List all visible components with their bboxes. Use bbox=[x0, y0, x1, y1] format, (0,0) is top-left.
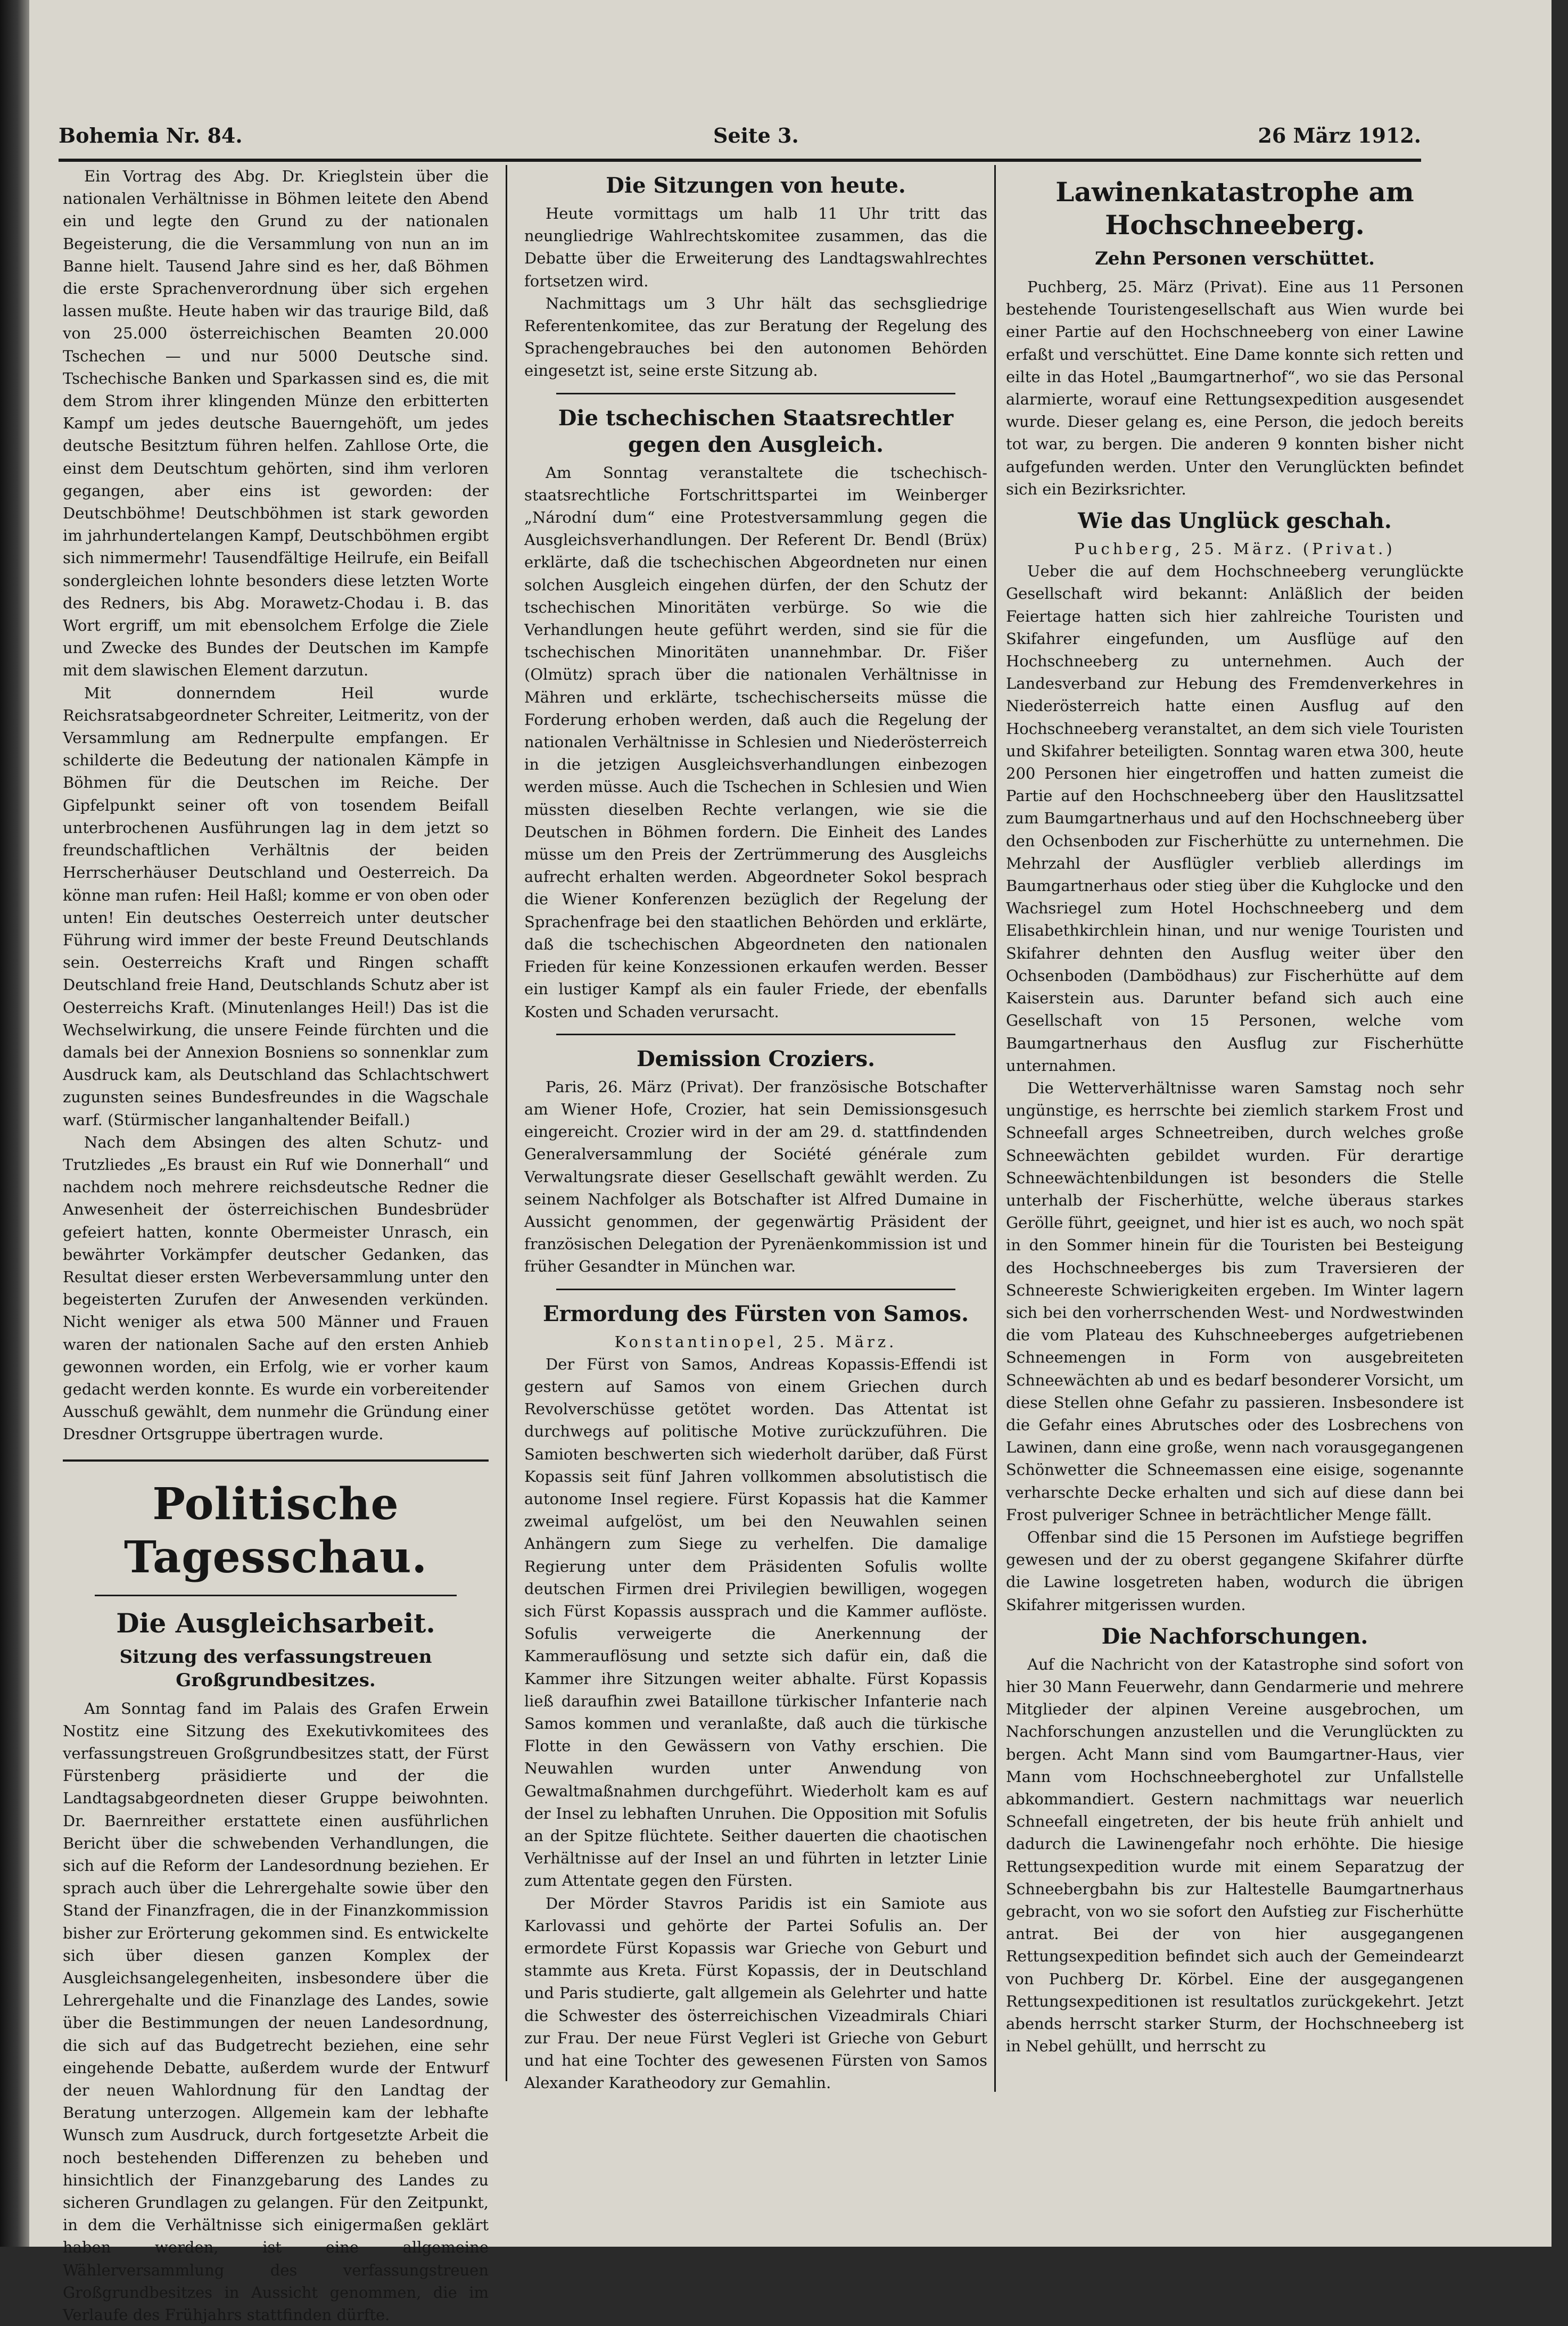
article-subtitle: Zehn Personen verschüttet. bbox=[1095, 248, 1375, 269]
page-binding-edge bbox=[0, 0, 29, 2247]
article-title: Ermordung des Fürsten von Samos. bbox=[542, 1301, 969, 1326]
article-title: Die Nachforschungen. bbox=[1101, 1623, 1368, 1649]
column-3 bbox=[1006, 165, 1464, 2108]
article-paragraph: Der Fürst von Samos, Andreas Kopassis-Effendi ist gestern auf Samos von einem Griechen durch Revolverschüsse getötet worden. Das Attentat ist durchwegs auf politische Motive zurückzuführen. Die Samioten beschwerten sich wiederholt darüber, daß Fürst Kopassis seit fünf Jahren vollkommen absolutistisch die autonome Insel regiere. Fürst Kopassis hat die Kammer zweimal aufgelöst, um bei den Neuwahlen seinen Anhängern zum Siege zu verhelfen. Die damalige Regierung unter dem Präsidenten Sofulis wollte deutschen Firmen drei Privilegien bewilligen, wogegen sich Fürst Kopassis aussprach und die Kammer auflöste. Sofulis verweigerte die Anerkennung der Kammerauflösung und setzte sich dafür ein, daß die Kammer ihre Sitzungen weiter abhalte. Fürst Kopassis ließ daraufhin zwei Bataillone türkischer Infanterie nach Samos kommen und veranlaßte, daß auch die türkische Flotte in den Gewässern von Vathy erschien. Die Neuwahlen wurden unter Anwendung von Gewaltmaßnahmen durchgeführt. Wiederholt kam es auf der Insel zu lebhaften Unruhen. Die Opposition mit Sofulis an der Spitze flüchtete. Seither dauerten die chaotischen Verhältnisse auf der Insel an und führten in letzter Linie zum Attentate gegen den Fürsten. bbox=[524, 1355, 987, 1890]
section-rule bbox=[63, 1459, 489, 1462]
article-paragraph: Heute vormittags um halb 11 Uhr tritt das neungliedrige Wahlrechtskomitee zusammen, das die Debatte über die Erweiterung des Landtagswahlrechtes fortsetzen wird. bbox=[524, 204, 987, 290]
article-title: Lawinenkatastrophe am Hochschneeberg. bbox=[1055, 176, 1414, 241]
section-title: Politische Tagesschau. bbox=[124, 1478, 427, 1583]
article-paragraph: Die Wetterverhältnisse waren Samstag noch sehr ungünstige, es herrschte bei ziemlich starkem Frost und Schneefall arges Schneetreiben, durch welches große Schneewächten gebildet wurden. Für derartige Schneewächtenbildungen ist besonders die Stelle unterhalb der Fischerhütte, welche überaus starkes Gerölle führt, geeignet, und hier ist es auch, wo noch spät in den Sommer hinein für die Touristen bei Besteigung des Hochschneeberges bis zum Traversieren der Schneereste Schwierigkeiten ergeben. Im Winter lagern sich bei den vorherrschenden West- und Nordwestwinden die vom Plateau des Kuhschneeberges aufgetriebenen Schneemengen in Form von ausgebreiteten Schneewächten ab und es bedarf besonderer Vorsicht, um diese Stellen ohne Gefahr zu passieren. Insbesondere ist die Gefahr eines Abrutsches oder des Losbrechens von Lawinen, dann eine große, wenn nach vorausgegangenen Schönwetter die Schneemassen eine eisige, sogenannte verharschte Decke erhalten und sich auf diese dann bei Frost pulveriger Schnee in beträchtlicher Menge fällt. bbox=[1006, 1078, 1464, 1524]
article-title: Die Ausgleichsarbeit. bbox=[116, 1607, 435, 1639]
article-paragraph: Am Sonntag fand im Palais des Grafen Erwein Nostitz eine Sitzung des Exekutivkomitees des verfassungstreuen Großgrundbesitzes statt, der Fürst Fürstenberg präsidierte und der die Landtagsabgeordneten dieser Gruppe beiwohnten. Dr. Baernreither erstattete einen ausführlichen Bericht über die schwebenden Verhandlungen, die sich auf die Reform der Landesordnung beziehen. Er sprach auch über die Lehrergehalte sowie über den Stand der Finanzfragen, die in der Finanzkommission bisher zur Erörterung gekommen sind. Es entwickelte sich über diesen ganzen Komplex der Ausgleichsangelegenheiten, insbesondere über die Lehrergehalte und die Finanzlage des Landes, sowie über die Bestimmungen der neuen Landesordnung, die sich auf das Budgetrecht beziehen, eine sehr eingehende Debatte, außerdem wurde der Entwurf der neuen Wahlordnung für den Landtag der Beratung unterzogen. Allgemein kam der lebhafte Wunsch zum Ausdruck, durch fortgesetzte Arbeit die noch bestehenden Differenzen zu beheben und hinsichtlich der Finanzgebarung des Landes zu sicheren Grundlagen zu gelangen. Für den Zeitpunkt, in dem die Verhältnisse sich einigermaßen geklärt haben werden, ist eine allgemeine Wählerversammlung des verfassungstreuen Großgrundbesitzes in Aussicht genommen, die im Verlaufe des Frühjahrs stattfinden dürfte. bbox=[63, 1699, 489, 2324]
article-title: Demission Croziers. bbox=[636, 1046, 876, 1071]
article-subtitle: Sitzung des verfassungstreuen Großgrundbesitzes. bbox=[119, 1646, 432, 1691]
column-2 bbox=[524, 165, 987, 2108]
masthead-issue: Bohemia Nr. 84. bbox=[59, 123, 243, 147]
article-paragraph: Am Sonntag veranstaltete die tschechisch-staatsrechtliche Fortschrittspartei im Weinberger „Národní dum“ eine Protestversammlung gegen die Ausgleichsverhandlungen. Der Referent Dr. Bendl (Brüx) erklärte, daß die tschechischen Abgeordneten nur einen solchen Ausgleich eingehen dürfen, der den Schutz der tschechischen Minoritäten verbürge. So wie die Verhandlungen heute geführt werden, sind sie für die tschechischen Minoritäten unannehmbar. Dr. Fišer (Olmütz) sprach über die nationalen Verhältnisse in Mähren und erklärte, tschechischerseits müsse die Forderung erhoben werden, daß auch die Regelung der nationalen Verhältnisse in Schlesien und Niederösterreich in die jetzigen Ausgleichsverhandlungen einbezogen werden müsse. Auch die Tschechen in Schlesien und Wien müssten dieselben Rechte verlangen, wie sie die Deutschen in Böhmen fordern. Die Einheit des Landes müsse um den Preis der Zertrümmerung des Ausgleichs aufrecht erhalten werden. Abgeordneter Sokol besprach die Wiener Konferenzen bezüglich der Regelung der Sprachenfrage bei den staatlichen Behörden und erklärte, daß die tschechischen Abgeordneten den nationalen Frieden für keine Konzessionen erkaufen werden. Besser ein lustiger Kampf als ein fauler Friede, der ebenfalls Kosten und Schaden verursacht. bbox=[524, 463, 987, 1021]
column-1 bbox=[63, 165, 489, 2324]
article-paragraph: Nachmittags um 3 Uhr hält das sechsgliedrige Referentenkomitee, das zur Beratung der Regelung des Sprachengebrauches bei den autonomen Behörden eingesetzt ist, seine erste Sitzung ab. bbox=[524, 294, 987, 380]
article-title: Die Sitzungen von heute. bbox=[606, 173, 906, 198]
article-rule bbox=[556, 1034, 955, 1035]
article-paragraph: Auf die Nachricht von der Katastrophe sind sofort von hier 30 Mann Feuerwehr, dann Gendarmerie und mehrere Mitglieder der alpinen Vereine ausgebrochen, um Nachforschungen anzustellen und die Verunglückten zu bergen. Acht Mann sind vom Baumgartner-Haus, vier Mann vom Hochschneeberghotel zur Unfallstelle abkommandiert. Gestern nachmittags war neuerlich Schneefall eingetreten, der bis heute früh anhielt und dadurch die Lawinengefahr noch erhöhte. Die hiesige Rettungsexpedition wurde mit einem Separatzug der Schneebergbahn bis zur Haltestelle Baumgartnerhaus gebracht, von wo sie sofort den Aufstieg zur Fischerhütte antrat. Bei der von hier ausgegangenen Rettungsexpedition befindet sich auch der Gemeindearzt von Puchberg Dr. Körbel. Eine der ausgegangenen Rettungsexpeditionen ist resultatlos zurückgekehrt. Jetzt abends herrscht starker Sturm, der Hochschneeberg ist in Nebel gehüllt, und herrscht zu bbox=[1006, 1655, 1464, 2056]
article-rule bbox=[556, 393, 955, 394]
article-rule bbox=[556, 1289, 955, 1290]
column-divider-1 bbox=[506, 165, 507, 2081]
article-dateline: Konstantinopel, 25. März. bbox=[614, 1332, 897, 1351]
article-paragraph: Der Mörder Stavros Paridis ist ein Samiote aus Karlovassi und gehörte der Partei Sofulis an. Der ermordete Fürst Kopassis war Grieche von Geburt und stammte aus Kreta. Fürst Kopassis, der in Deutschland und Paris studierte, galt allgemein als Gelehrter und hatte die Schwester des österreichischen Vizeadmirals Chiari zur Frau. Der neue Fürst Vegleri ist Grieche von Geburt und hat eine Tochter des gewesenen Fürsten von Samos Alexander Karatheodory zur Gemahlin. bbox=[524, 1894, 987, 2092]
article-paragraph: Puchberg, 25. März (Privat). Eine aus 11 Personen bestehende Touristengesellschaft aus Wien wurde bei einer Partie auf den Hochschneeberg von einer Lawine erfaßt und verschüttet. Eine Dame konnte sich retten und eilte in das Hotel „Baumgartnerhof“, wo sie das Personal alarmierte, worauf eine Rettungsexpedition ausgesendet wurde. Dieser gelang es, eine Person, die jedoch bereits tot war, zu bergen. Die anderen 9 konnten bisher nicht aufgefunden werden. Unter den Verunglückten befindet sich ein Bezirksrichter. bbox=[1006, 278, 1464, 498]
article-paragraph: Mit donnerndem Heil wurde Reichsratsabgeordneter Schreiter, Leitmeritz, von der Versammlung am Rednerpulte empfangen. Er schilderte die Bedeutung der nationalen Kämpfe in Böhmen für die Deutschen im Reiche. Der Gipfelpunkt seiner oft von tosendem Beifall unterbrochenen Ausführungen lag in dem jetzt so freundschaftlichen Verhältnis der beiden Herrscherhäuser Deutschland und Oesterreich. Da könne man rufen: Heil Haßl; komme er von oben oder unten! Ein deutsches Oesterreich unter deutscher Führung wird immer der beste Freund Deutschlands sein. Oesterreichs Kraft und Ringen schafft Deutschland freie Hand, Deutschlands Schutz aber ist Oesterreichs Kraft. (Minutenlanges Heil!) Das ist die Wechselwirkung, die unsere Feinde fürchten und die damals bei der Annexion Bosniens so sonnenklar zum Ausdruck kam, als Deutschland das Schlachtschwert zugunsten seines Bundesfreundes in die Wagschale warf. (Stürmischer langanhaltender Beifall.) bbox=[63, 683, 489, 1129]
article-paragraph: Ueber die auf dem Hochschneeberg verunglückte Gesellschaft wird bekannt: Anläßlich der beiden Feiertage hatten sich hier zahlreiche Touristen und Skifahrer eingefunden, um Ausflüge auf den Hochschneeberg zu unternehmen. Auch der Landesverband zur Hebung des Fremdenverkehres in Niederösterreich hatte einen Ausflug auf den Hochschneeberg veranstaltet, an dem sich viele Touristen und Skifahrer beteiligten. Sonntag waren etwa 300, heute 200 Personen hier eingetroffen und hatten zumeist die Partie auf den Hochschneeberg über den Hauslitzsattel zum Baumgartnerhaus und auf den Hochschneeberg über den Ochsenboden zur Fischerhütte zu unternehmen. Die Mehrzahl der Ausflügler verblieb allerdings im Baumgartnerhaus oder stieg über die Kuhglocke und den Wachsriegel zum Hotel Hochschneeberg und dem Elisabethkirchlein hinan, und nur wenige Touristen und Skifahrer dehnten den Ausflug weiter über den Ochsenboden (Dambödhaus) zur Fischerhütte auf dem Kaiserstein aus. Darunter befand sich auch eine Gesellschaft von 15 Personen, welche vom Baumgartnerhaus den Ausflug zur Fischerhütte unternahmen. bbox=[1006, 562, 1464, 1075]
header-rule bbox=[59, 159, 1421, 162]
article-title: Wie das Unglück geschah. bbox=[1078, 508, 1392, 534]
article-title: Die tschechischen Staatsrechtler gegen den Ausgleich. bbox=[558, 405, 954, 457]
article-paragraph: Paris, 26. März (Privat). Der französische Botschafter am Wiener Hofe, Crozier, hat sein Demissionsgesuch eingereicht. Crozier wird in der am 29. d. stattfindenden Generalversammlung der Société générale zum Verwaltungsrate dieser Gesellschaft gewählt werden. Zu seinem Nachfolger als Botschafter ist Alfred Dumaine in Aussicht genommen, der gegenwärtig Präsident der französischen Delegation der Pyrenäenkommission ist und früher Gesandter in München war. bbox=[524, 1077, 987, 1276]
article-dateline: Puchberg, 25. März. (Privat.) bbox=[1074, 540, 1396, 558]
article-paragraph: Ein Vortrag des Abg. Dr. Krieglstein über die nationalen Verhältnisse in Böhmen leitete den Abend ein und legte den Grund zu der nationalen Begeisterung, die die Versammlung von nun an im Banne hielt. Tausend Jahre sind es her, daß Böhmen die erste Sprachenverordnung über sich ergehen lassen mußte. Heute haben wir das traurige Bild, daß von 25.000 österreichischen Beamten 20.000 Tschechen — und nur 5000 Deutsche sind. Tschechische Banken und Sparkassen sind es, die mit dem Strom ihrer klingenden Münze den erbitterten Kampf um jedes deutsche Bauerngehöft, um jedes deutsche Besitztum führen helfen. Zahllose Orte, die einst dem Deutschtum gehörten, sind ihm verloren gegangen, aber eins ist geworden: der Deutschböhme! Deutschböhmen ist stark geworden im jahrhundertelangen Kampf, Deutschböhmen ergibt sich nimmermehr! Tausendfältige Heilrufe, ein Beifall sondergleichen lohnte besonders diese letzten Worte des Redners, bis Abg. Morawetz-Chodau i. B. das Wort ergriff, um mit ebensolchem Erfolge die Ziele und Zwecke des Bundes der Deutschen im Kampfe mit dem slawischen Element darzutun. bbox=[63, 167, 489, 680]
article-paragraph: Offenbar sind die 15 Personen im Aufstiege begriffen gewesen und der zu oberst gegangene Skifahrer dürfte die Lawine losgetreten haben, wodurch die übrigen Skifahrer mitgerissen wurden. bbox=[1006, 1528, 1464, 1614]
page-header bbox=[59, 123, 1421, 155]
column-divider-2 bbox=[994, 165, 996, 2092]
title-rule bbox=[95, 1595, 457, 1596]
page-number: Seite 3. bbox=[713, 123, 799, 147]
article-paragraph: Nach dem Absingen des alten Schutz- und Trutzliedes „Es braust ein Ruf wie Donnerhall“ und nachdem noch mehrere reichsdeutsche Redner die Anwesenheit der österreichischen Bundesbrüder gefeiert hatten, konnte Obermeister Unrasch, ein bewährter Vorkämpfer deutscher Gedanken, das Resultat dieser ersten Werbeversammlung unter den begeisterten Zurufen der Anwesenden verkünden. Nicht weniger als etwa 500 Männer und Frauen waren der nationalen Sache auf den ersten Anhieb gewonnen worden, ein Erfolg, wie er vorher kaum gedacht werden konnte. Es wurde ein vorbereitender Ausschuß gewählt, dem nunmehr die Gründung einer Dresdner Ortsgruppe übertragen wurde. bbox=[63, 1133, 489, 1444]
issue-date: 26 März 1912. bbox=[1258, 123, 1421, 147]
